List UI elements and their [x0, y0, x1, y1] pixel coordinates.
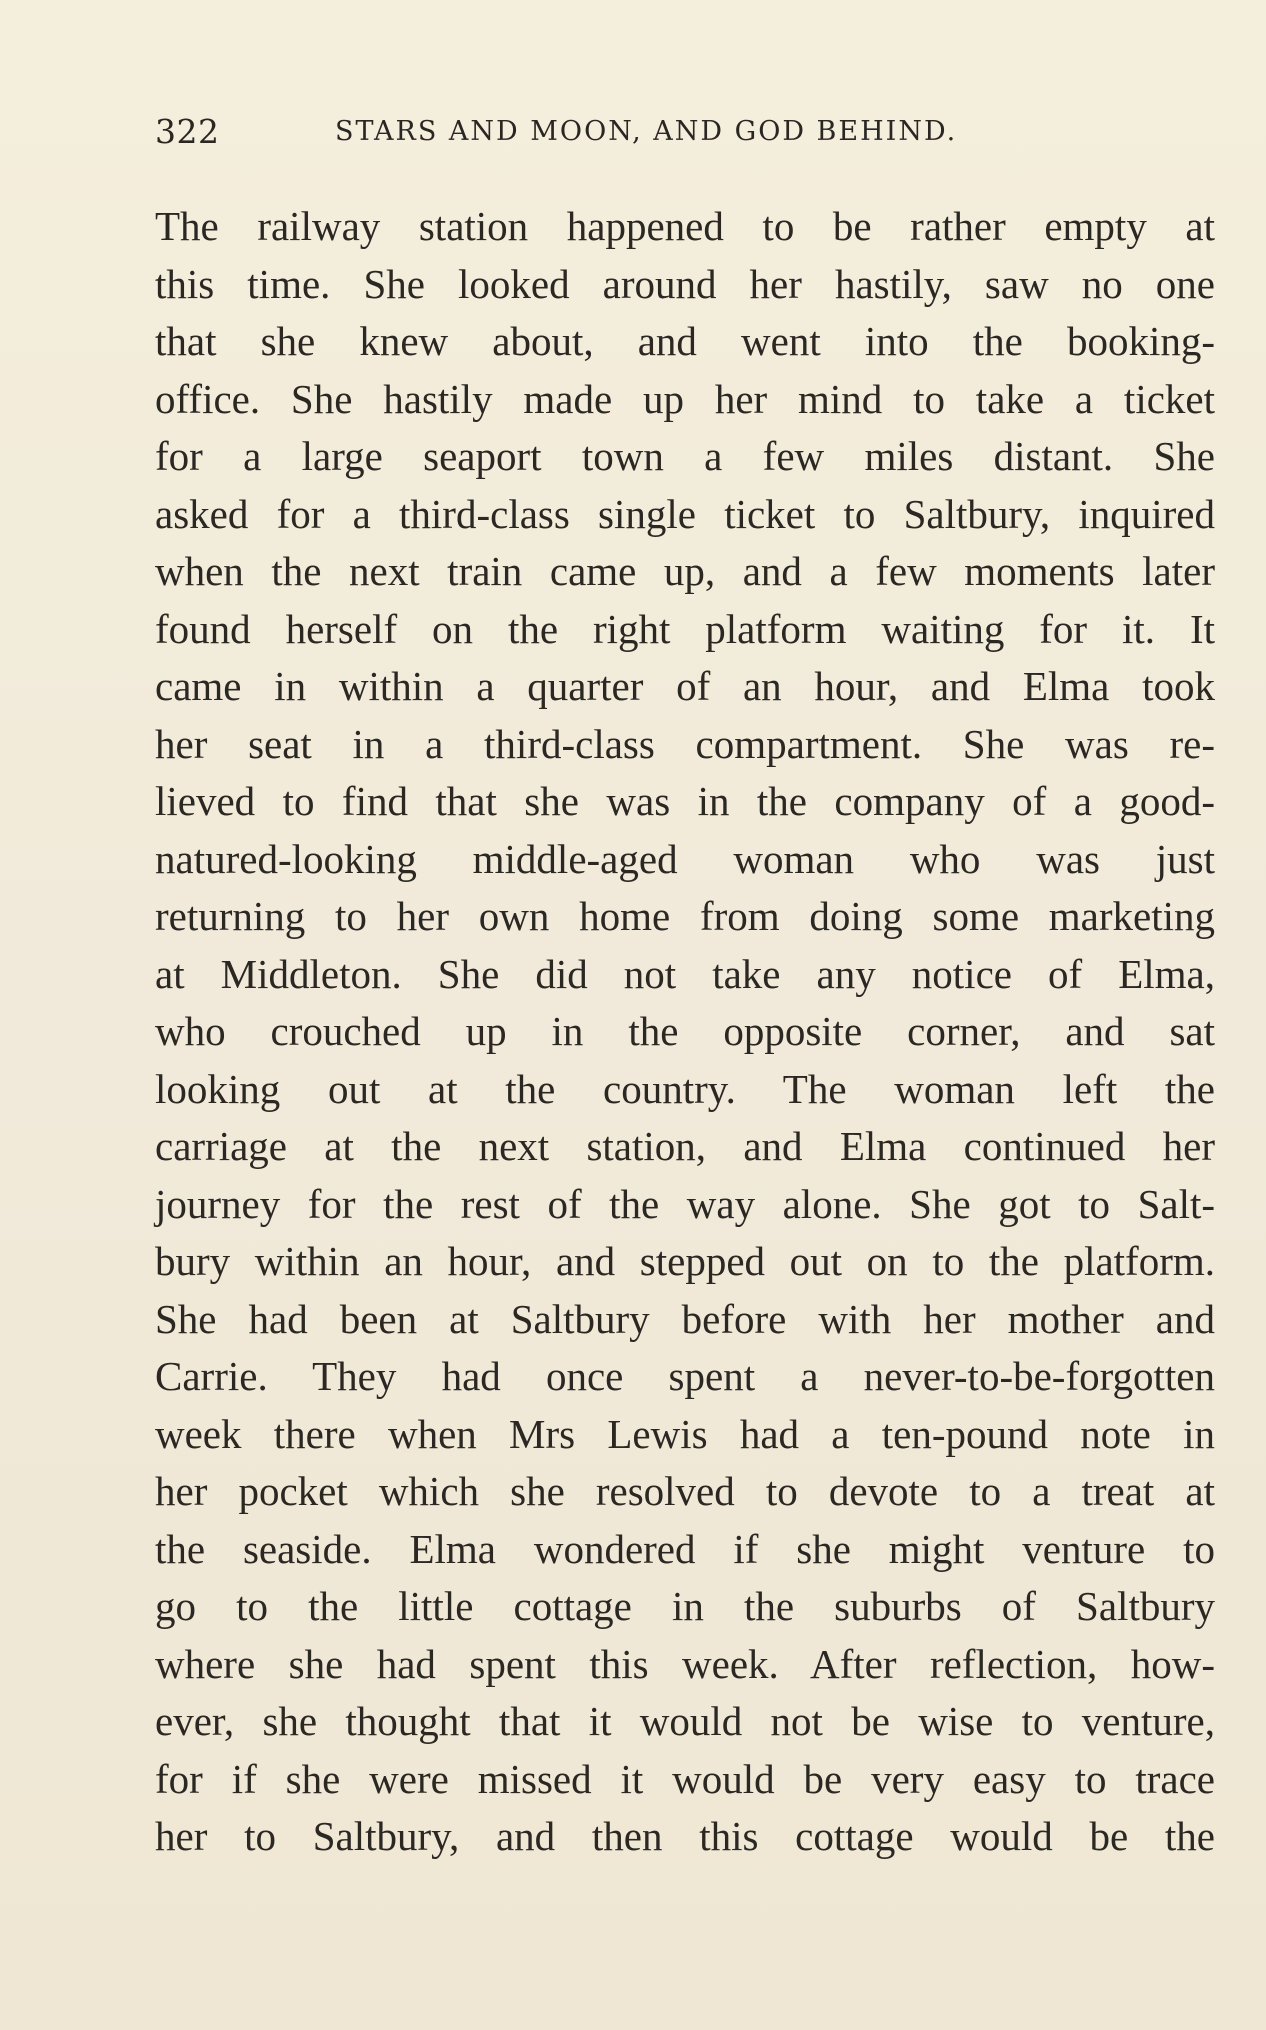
text-line: at Middleton. She did not take any notice of Elma,	[155, 950, 1215, 997]
page-number: 322	[155, 112, 220, 151]
text-line: office. She hastily made up her mind to take a ticket	[155, 375, 1215, 422]
text-line: her to Saltbury, and then this cottage would be the	[155, 1813, 1215, 1859]
text-line: the seaside. Elma wondered if she might venture to	[155, 1525, 1215, 1572]
text-line: for if she were missed it would be very easy to trace	[155, 1755, 1215, 1802]
page-header	[155, 112, 1045, 162]
running-title: STARS AND MOON, AND GOD BEHIND.	[335, 116, 958, 147]
text-line: natured-looking middle-aged woman who was just	[155, 835, 1215, 882]
text-line: where she had spent this week. After reflection, how-	[155, 1640, 1215, 1687]
text-line: bury within an hour, and stepped out on to the platform.	[155, 1238, 1215, 1284]
text-line: looking out at the country. The woman left the	[155, 1065, 1215, 1112]
text-line: returning to her own home from doing some marketing	[155, 893, 1215, 939]
text-line: that she knew about, and went into the booking-	[155, 318, 1215, 364]
text-line: journey for the rest of the way alone. She got to Salt-	[155, 1180, 1215, 1227]
text-line: go to the little cottage in the suburbs of Saltbury	[155, 1583, 1215, 1629]
text-line: The railway station happened to be rather empty at	[155, 203, 1215, 249]
text-line: her seat in a third-class compartment. She was re-	[155, 720, 1215, 767]
text-line: her pocket which she resolved to devote to a treat at	[155, 1468, 1215, 1514]
text-line: for a large seaport town a few miles distant. She	[155, 433, 1215, 479]
text-line: came in within a quarter of an hour, and Elma took	[155, 663, 1215, 709]
text-line: who crouched up in the opposite corner, and sat	[155, 1008, 1215, 1054]
text-line: Carrie. They had once spent a never-to-be-forgotten	[155, 1353, 1215, 1399]
body-text	[155, 198, 1215, 1866]
text-line: She had been at Saltbury before with her mother and	[155, 1295, 1215, 1342]
text-line: lieved to find that she was in the company of a good-	[155, 778, 1215, 824]
text-line: ever, she thought that it would not be wise to venture,	[155, 1698, 1215, 1744]
text-line: this time. She looked around her hastily, saw no one	[155, 260, 1215, 307]
text-line: when the next train came up, and a few moments later	[155, 548, 1215, 594]
text-line: week there when Mrs Lewis had a ten-pound note in	[155, 1410, 1215, 1457]
text-line: carriage at the next station, and Elma continued her	[155, 1123, 1215, 1169]
text-line: asked for a third-class single ticket to Saltbury, inquired	[155, 490, 1215, 537]
text-line: found herself on the right platform waiting for it. It	[155, 605, 1215, 652]
